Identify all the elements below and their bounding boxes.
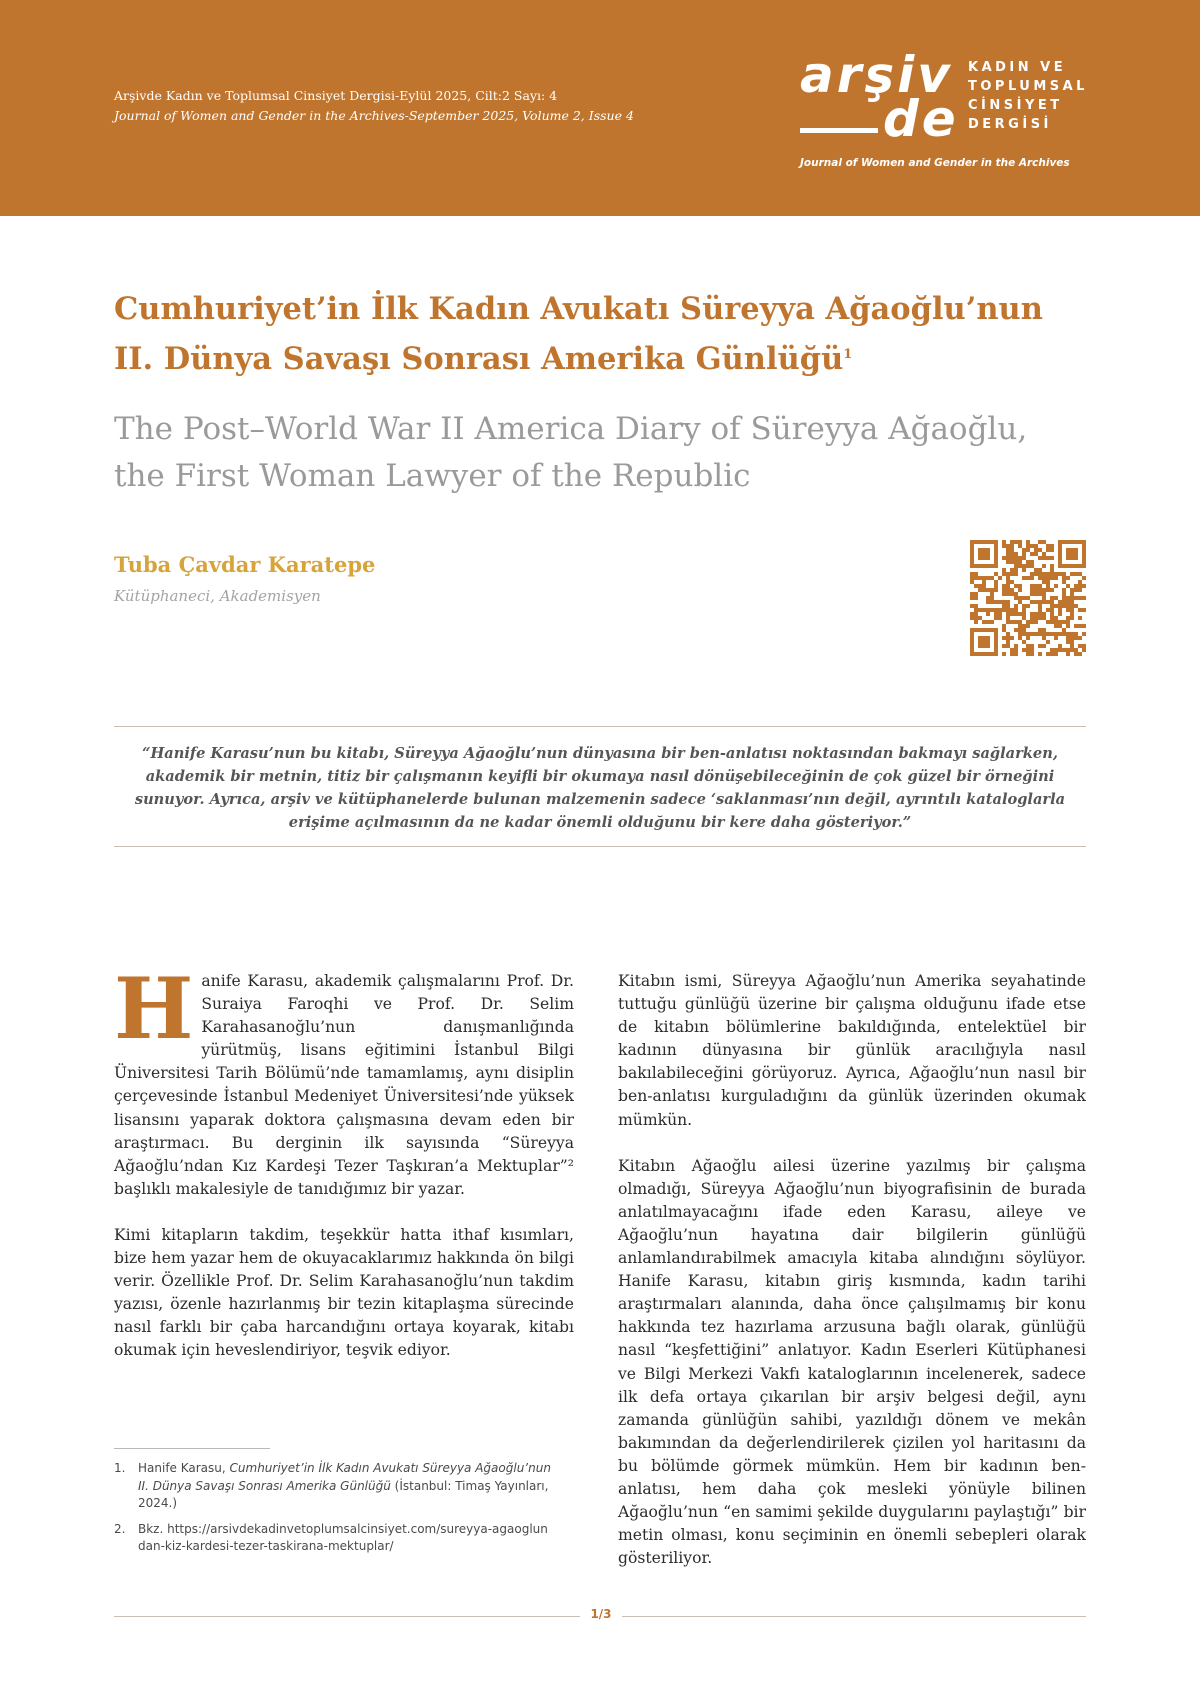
- body-column-left: [114, 959, 574, 1386]
- journal-title-en: Journal of Women and Gender in the Archives-September 2025, Volume 2, Issue 4: [114, 108, 634, 123]
- article-title-en: [114, 406, 1074, 500]
- journal-logo: [800, 46, 1100, 180]
- footnote-1: [114, 1460, 554, 1513]
- footnote-rule: [114, 1448, 270, 1449]
- logo-side-text: [968, 58, 1088, 134]
- journal-title-tr: Arşivde Kadın ve Toplumsal Cinsiyet Dergisi-Eylül 2025, Cilt:2 Sayı: 4: [114, 88, 558, 103]
- pull-quote: “Hanife Karasu’nun bu kitabı, Süreyya Ağaoğlu’nun dünyasına bir ben-anlatısı noktasından bakmayı sağlarken, akademik bir metnin, titiz bir çalışmanın keyifli bir okumaya nasıl dönüşebileceğinin de çok güzel bir örneğini sunuyor. Ayrıca, arşiv ve kütüphanelerde bulunan malzemenin sadece ‘saklanması’nın değil, ayrıntılı kataloglarla erişime açılmasının da ne kadar önemli olduğunu bir kere daha gösteriyor.”: [134, 745, 1066, 831]
- logo-word-arsiv: arşiv: [800, 46, 953, 104]
- paragraph: Kitabın Ağaoğlu ailesi üzerine yazılmış bir çalışma olmadığı, Süreyya Ağaoğlu’nun biyografisinin de burada anlatılmayacağını ifade eden Karasu, aileye ve Ağaoğlu’nun hayatına dair bilgilerin günlüğü anlamlandırabilmek amacıyla kitaba alındığını söylüyor. Hanife Karasu, kitabın giriş kısmında, kadın tarihi araştırmaları alanında, daha önce çalışılmamış bir konu hakkında tez hazırlama arzusuna bağlı olarak, günlüğü nasıl “keşfettiğini” anlatıyor. Kadın Eserleri Kütüphanesi ve Bilgi Merkezi Vakfı kataloglarının incelenerek, sadece ilk defa ortaya çıkarılan bir arşiv belgesi değil, aynı zamanda günlüğün sahibi, yazıldığı dönem ve mekân bakımından da değerlendirilerek çizilen yol haritasını da bu bölümde görmek mümkün. Hem bir kadının ben-anlatısı, hem daha çok mesleki yönüyle bilinen Ağaoğlu’nun “en samimi şekilde duygularını paylaştığı” bir metin olması, konu seçiminin en önemli sebepleri olarak gösteriliyor.: [618, 1156, 1086, 1568]
- title-en-line: the First Woman Lawyer of the Republic: [114, 458, 751, 494]
- paragraph: [114, 959, 574, 1201]
- logo-dash: [800, 128, 878, 133]
- footer-rule-right: [622, 1616, 1086, 1617]
- paragraph: Kimi kitapların takdim, teşekkür hatta ithaf kısımları, bize hem yazar hem de okuyacaklarımız hakkında ön bilgi verir. Özellikle Prof. Dr. Selim Karahasanoğlu’nun takdim yazısı, özenle hazırlanmış bir tezin kitaplaşma sürecinde nasıl farklı bir çaba harcandığını ortaya koyarak, kitabı okumak için heveslendiriyor, teşvik ediyor.: [114, 1225, 574, 1360]
- footnote-text-part: (İstanbul: Timaş Yayınları, 2024.): [138, 1478, 549, 1510]
- logo-side-line: CİNSİYET: [968, 98, 1063, 113]
- footnote-number: 1.: [114, 1461, 126, 1475]
- body-column-right: [618, 970, 1086, 1593]
- quote-bottom-rule: [114, 846, 1086, 847]
- title-tr-line: Cumhuriyet’in İlk Kadın Avukatı Süreyya Ağaoğlu’nun: [114, 291, 1043, 327]
- logo-tagline: Journal of Women and Gender in the Archives: [800, 157, 1070, 169]
- footnote-book-title: Cumhuriyet’in İlk Kadın Avukatı Süreyya Ağaoğlu’nun II. Dünya Savaşı Sonrası Amerika Günlüğü: [138, 1461, 551, 1493]
- header-band: [0, 0, 1200, 216]
- footnote-text-part: Hanife Karasu,: [138, 1461, 230, 1475]
- footnote-number: 2.: [114, 1521, 126, 1536]
- logo-side-line: TOPLUMSAL: [968, 79, 1088, 94]
- title-en-line: The Post–World War II America Diary of Süreyya Ağaoğlu,: [114, 411, 1028, 447]
- logo-side-line: KADIN VE: [968, 60, 1067, 75]
- paragraph-text: anife Karasu, akademik çalışmalarını Prof. Dr. Suraiya Faroqhi ve Prof. Dr. Selim Karahasanoğlu’nun danışmanlığında yürütmüş, lisans eğitimini İstanbul Bilgi Üniversitesi Tarih Bölümü’nde tamamlamış, aynı disiplin çerçevesinde İstanbul Medeniyet Üniversitesi’nde yüksek lisansını yaparak doktora çalışmasına devam eden bir araştırmacı. Bu derginin ilk sayısında “Süreyya Ağaoğlu’ndan Kız Kardeşi Tezer Taşkıran’a Mektuplar”² başlıklı makalesiyle de tanıdığımız bir yazar.: [114, 972, 574, 1198]
- footnote-text: [138, 1460, 554, 1513]
- page-number: 1/3: [590, 1607, 612, 1621]
- qr-code-icon[interactable]: [970, 540, 1086, 656]
- title-tr-line2-text: II. Dünya Savaşı Sonrası Amerika Günlüğü: [114, 341, 844, 378]
- author-affiliation: Kütüphaneci, Akademisyen: [114, 587, 321, 605]
- logo-side-line: DERGİSİ: [968, 117, 1052, 132]
- author-name: Tuba Çavdar Karatepe: [114, 552, 376, 577]
- footnote-2: [114, 1521, 554, 1556]
- drop-cap: H: [114, 959, 194, 1058]
- logo-word-de: de: [883, 90, 959, 148]
- paragraph: Kitabın ismi, Süreyya Ağaoğlu’nun Amerika seyahatinde tuttuğu günlüğü üzerine bir çalışma olduğunu ifade etse de kitabın bölümlerine bakıldığında, entelektüel bir kadının dünyasına bir günlük aracılığıyla nasıl bakılabileceğini görüyoruz. Ayrıca, Ağaoğlu’nun nasıl bir ben-anlatısı kurguladığını da günlük üzerinden okumak mümkün.: [618, 972, 1086, 1129]
- footnote-link[interactable]: Bkz. https://arsivdekadinvetoplumsalcinsiyet.com/sureyya-agaoglundan-kiz-kardesi-tezer-taskirana-mektuplar/: [138, 1521, 548, 1553]
- footer-rule-left: [114, 1616, 580, 1617]
- footnote-ref-1[interactable]: 1: [843, 347, 853, 362]
- footnotes: [114, 1460, 554, 1564]
- article-title-tr: [114, 286, 1074, 382]
- quote-top-rule: [114, 726, 1086, 727]
- title-tr-line-2: [114, 332, 1074, 382]
